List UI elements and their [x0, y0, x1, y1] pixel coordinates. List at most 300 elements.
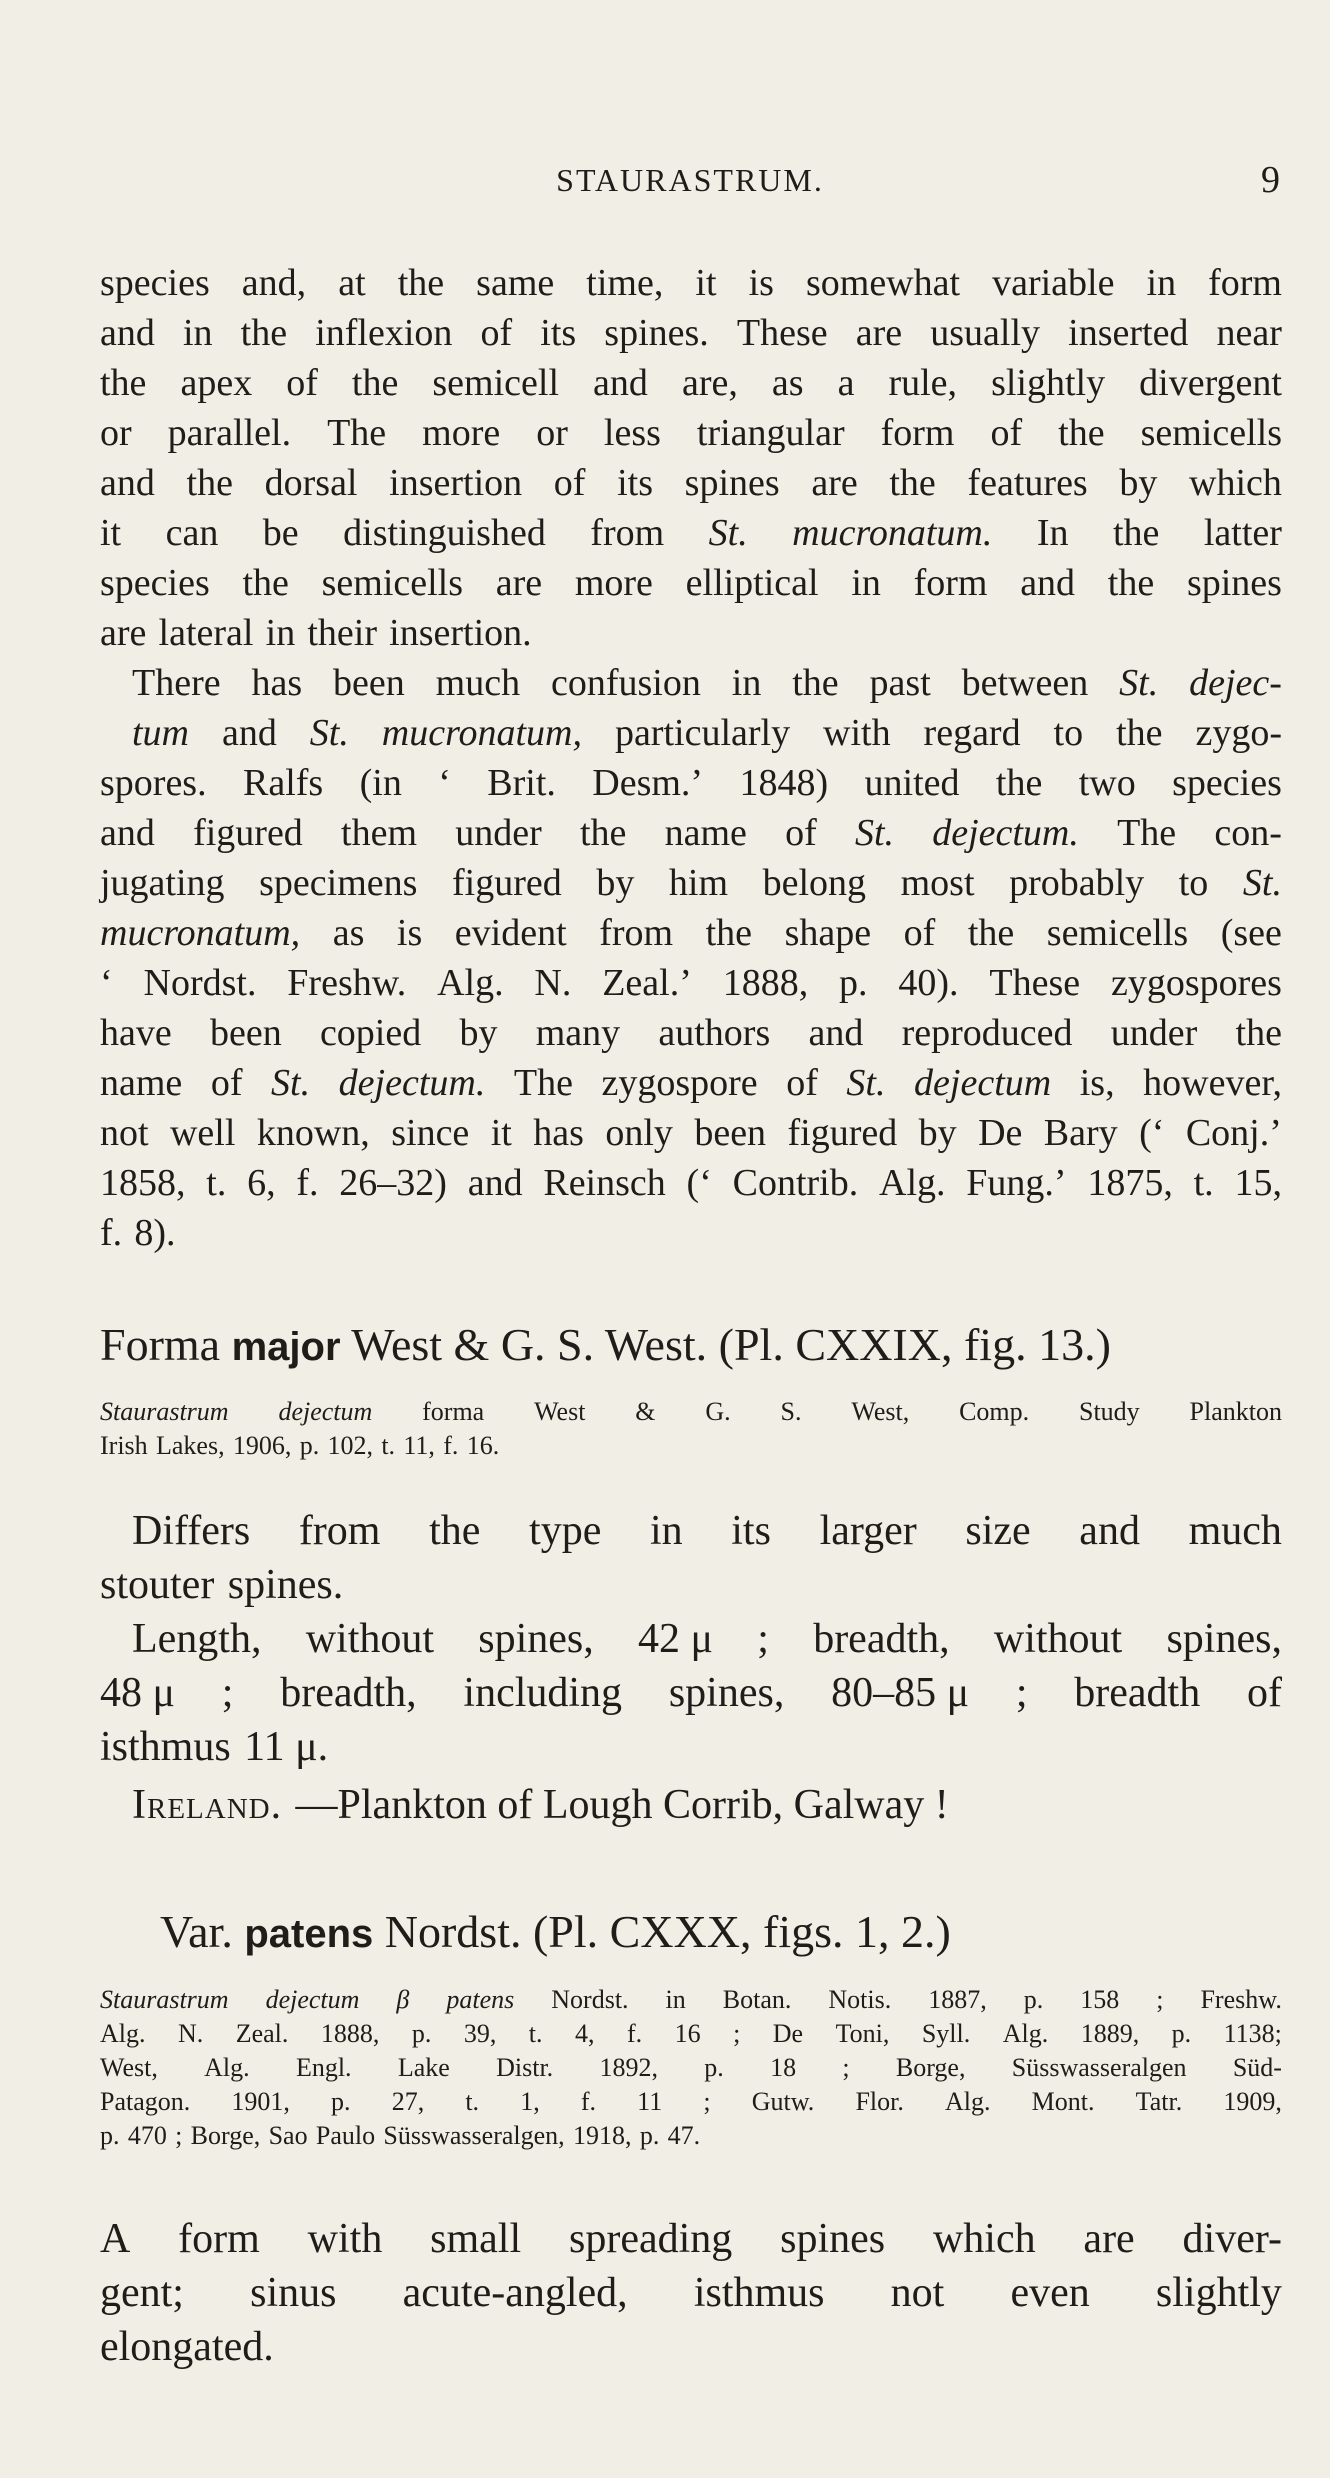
word: the	[1112, 512, 1160, 554]
text-line	[100, 758, 1282, 808]
word: S.	[780, 1397, 802, 1426]
text-line	[100, 1983, 1282, 2017]
word: West	[534, 1397, 586, 1426]
word: dejec-	[1189, 662, 1282, 704]
word: 42 μ	[638, 1616, 714, 1662]
word: Freshw.	[287, 962, 407, 1004]
word: Alg.	[437, 962, 504, 1004]
word: in	[649, 1508, 683, 1554]
word: con-	[1214, 812, 1282, 854]
locality-label: Ireland.	[132, 1782, 283, 1828]
word: been	[694, 1112, 767, 1154]
word: 4,	[574, 2019, 595, 2048]
word: many	[535, 1012, 621, 1054]
word: have	[100, 1012, 172, 1054]
forma-major-reference	[100, 1395, 1282, 1463]
word: without	[305, 1616, 435, 1662]
word: Syll.	[921, 2019, 971, 2048]
text-line	[100, 1558, 1282, 1612]
word: Staurastrum	[100, 1397, 229, 1426]
word: 1,	[520, 2087, 540, 2116]
word: figured	[193, 812, 303, 854]
text-line	[100, 1008, 1282, 1058]
word: semicells	[1046, 912, 1189, 954]
word: Brit.	[487, 762, 556, 804]
word: the	[351, 362, 399, 404]
word: not	[100, 1112, 149, 1154]
word: Freshw.	[1200, 1985, 1282, 2014]
word: spores.	[100, 762, 207, 804]
word: him	[668, 862, 729, 904]
text-line	[100, 2266, 1282, 2320]
word: t.	[465, 2087, 480, 2116]
var-patens-description	[100, 2212, 1282, 2374]
text-line	[100, 1208, 1282, 1258]
word: sinus	[250, 2270, 337, 2316]
word: St.	[1119, 662, 1159, 704]
word: united	[864, 762, 960, 804]
word: as	[771, 362, 804, 404]
word: Staurastrum	[100, 1985, 229, 2014]
word: ;	[703, 2087, 711, 2116]
word: the	[705, 912, 753, 954]
word: 11 μ.	[244, 1724, 329, 1770]
word: tum	[132, 712, 189, 754]
word: much	[1188, 1508, 1282, 1554]
word: 11	[637, 2087, 663, 2116]
word: as	[332, 912, 365, 954]
word: of	[1246, 1670, 1282, 1716]
word: which	[932, 2216, 1036, 2262]
word: can	[165, 512, 219, 554]
word: zygospore	[601, 1062, 758, 1104]
text-line	[100, 1666, 1282, 1720]
word: from	[298, 1508, 381, 1554]
word: Gutw.	[751, 2087, 815, 2116]
word: &	[635, 1397, 656, 1426]
word: probably	[1009, 862, 1145, 904]
word: from	[590, 512, 665, 554]
word: and	[467, 1162, 523, 1204]
word: semicell	[432, 362, 560, 404]
word: by	[918, 1112, 957, 1154]
word: or	[100, 412, 132, 454]
word: less	[603, 412, 661, 454]
word: 18	[770, 2053, 797, 2082]
word: is	[396, 912, 423, 954]
word: p.	[704, 2053, 724, 2082]
word: In	[1036, 512, 1069, 554]
paragraph-confusion-zygospores	[100, 658, 1282, 1258]
word: parallel.	[167, 412, 292, 454]
word: p.	[411, 2019, 432, 2048]
word: Süd-	[1232, 2053, 1282, 2082]
word: Alg.	[1002, 2019, 1049, 2048]
word: inserted	[1068, 312, 1189, 354]
word: dejectum.	[932, 812, 1079, 854]
text-line	[100, 908, 1282, 958]
word: t.	[528, 2019, 543, 2048]
word: the	[1058, 412, 1105, 454]
word: the	[579, 812, 627, 854]
word: 1138;	[1223, 2019, 1282, 2048]
word: the	[186, 462, 233, 504]
word: figured	[452, 862, 562, 904]
word: There	[132, 662, 221, 704]
word: insertion	[389, 462, 523, 504]
word: Zeal.	[235, 2019, 289, 2048]
text-line	[100, 358, 1282, 408]
word: Distr.	[496, 2053, 554, 2082]
word: the	[1107, 562, 1155, 604]
word: even	[1010, 2270, 1090, 2316]
word: in	[182, 312, 213, 354]
word: 470	[127, 2121, 167, 2150]
word: Plankton	[1189, 1397, 1282, 1426]
word: at	[338, 262, 366, 304]
word: p.	[331, 2087, 351, 2116]
word: small	[430, 2216, 522, 2262]
word: breadth,	[813, 1616, 950, 1662]
word: G.	[705, 1397, 731, 1426]
word: 1887,	[928, 1985, 987, 2014]
word: (see	[1220, 912, 1282, 954]
word: Nordst.	[551, 1985, 629, 2014]
word: slightly	[991, 362, 1106, 404]
word: its	[731, 1508, 771, 1554]
word: 1918,	[573, 2121, 632, 2150]
word: ;	[842, 2053, 850, 2082]
word: ;	[1156, 1985, 1164, 2014]
word: 1901,	[231, 2087, 290, 2116]
word: from	[599, 912, 674, 954]
word: t.	[206, 1162, 227, 1204]
word: form	[880, 412, 955, 454]
word: them	[341, 812, 417, 854]
word: are,	[681, 362, 738, 404]
word: has	[251, 662, 303, 704]
word: between	[961, 662, 1089, 704]
word: since	[391, 1112, 470, 1154]
word: with	[823, 712, 891, 754]
word: lateral	[158, 612, 254, 654]
word: 8).	[134, 1212, 176, 1254]
word: 1906,	[232, 1431, 292, 1460]
word: the	[429, 1508, 481, 1554]
word: These	[736, 312, 828, 354]
word: which	[1189, 462, 1282, 504]
word: dejectum	[265, 1985, 360, 2014]
word: the	[397, 262, 445, 304]
word: of	[990, 412, 1023, 454]
word: however,	[1143, 1062, 1282, 1104]
word: St.	[854, 812, 894, 854]
word: dejectum.	[338, 1062, 486, 1104]
text-line	[100, 1158, 1282, 1208]
word: Lake	[397, 2053, 450, 2082]
text-line	[100, 1429, 1282, 1463]
word: spines	[1186, 562, 1282, 604]
word: De	[772, 2019, 804, 2048]
word: of	[553, 462, 586, 504]
text-line	[100, 508, 1282, 558]
word: dejectum	[914, 1062, 1052, 1104]
word: name	[664, 812, 747, 854]
word: near	[1216, 312, 1282, 354]
word: their	[307, 612, 377, 654]
running-head	[100, 155, 1280, 205]
text-line	[100, 808, 1282, 858]
word: regard	[923, 712, 1021, 754]
paragraph-species-variability	[100, 258, 1282, 658]
word: of	[480, 312, 513, 354]
word: Alg.	[204, 2053, 250, 2082]
word: 47.	[667, 2121, 701, 2150]
word: Sao	[268, 2121, 308, 2150]
word: (‘	[686, 1162, 712, 1204]
word: known,	[256, 1112, 370, 1154]
word: the	[242, 562, 289, 604]
word: or	[536, 412, 568, 454]
word: somewhat	[805, 262, 961, 304]
word: mucronatum,	[381, 712, 582, 754]
word: 102,	[327, 1431, 374, 1460]
text-line	[100, 958, 1282, 1008]
word: the	[1116, 712, 1163, 754]
word: in	[731, 662, 762, 704]
heading-rest: West & G. S. West. (Pl. CXXIX, fig. 13.)	[340, 1319, 1111, 1370]
word: 1909,	[1223, 2087, 1282, 2116]
word: spines,	[478, 1616, 594, 1662]
word: copied	[319, 1012, 422, 1054]
word: Irish	[100, 1431, 148, 1460]
word: spines.	[227, 1562, 344, 1608]
taxon-name: patens	[244, 1912, 374, 1956]
word: only	[605, 1112, 673, 1154]
word: Differs	[132, 1508, 251, 1554]
word: Nordst.	[143, 962, 257, 1004]
word: inflexion	[315, 312, 453, 354]
word: in	[265, 612, 296, 654]
text-line	[100, 658, 1282, 708]
word: Contrib.	[732, 1162, 859, 1204]
word: by	[596, 862, 635, 904]
word: Notis.	[828, 1985, 892, 2014]
word: 39,	[463, 2019, 497, 2048]
text-line	[100, 2017, 1282, 2051]
word: zygospores	[1110, 962, 1282, 1004]
word: 16	[674, 2019, 701, 2048]
word: 6,	[247, 1162, 276, 1204]
word: ;	[1015, 1670, 1028, 1716]
forma-major-heading	[0, 1315, 1330, 1377]
word: under	[1110, 1012, 1198, 1054]
word: be	[262, 512, 299, 554]
heading-rest: Nordst. (Pl. CXXX, figs. 1, 2.)	[373, 1906, 951, 1957]
text-line	[100, 2119, 1282, 2153]
word: Botan.	[722, 1985, 792, 2014]
word: usually	[930, 312, 1041, 354]
text-line	[100, 2320, 1282, 2374]
text-line	[100, 1504, 1282, 1558]
text-line	[100, 1058, 1282, 1108]
word: Borge,	[895, 2053, 966, 2082]
word: of	[785, 812, 817, 854]
word: p.	[1171, 2019, 1192, 2048]
word: and,	[241, 262, 307, 304]
word: 11,	[403, 1431, 435, 1460]
text-line	[100, 558, 1282, 608]
word: A	[100, 2216, 131, 2262]
text-line	[100, 258, 1282, 308]
word: belong	[762, 862, 867, 904]
locality-text: —Plankton of Lough Corrib, Galway !	[295, 1782, 949, 1828]
word: N.	[177, 2019, 204, 2048]
word: slightly	[1155, 2270, 1282, 2316]
word: f.	[443, 1431, 459, 1460]
word: Conj.’	[1185, 1112, 1282, 1154]
word: a	[837, 362, 855, 404]
word: ;	[175, 2121, 183, 2150]
word: Alg.	[100, 2019, 146, 2048]
word: are	[1083, 2216, 1135, 2262]
word: and	[100, 312, 155, 354]
word: has	[533, 1112, 584, 1154]
word: 1888,	[320, 2019, 380, 2048]
word: Flor.	[855, 2087, 904, 2116]
word: and	[1020, 562, 1076, 604]
word: form	[913, 562, 988, 604]
word: Desm.’	[592, 762, 704, 804]
word: with	[307, 2216, 383, 2262]
word: 1848)	[739, 762, 829, 804]
word: Length,	[132, 1616, 262, 1662]
word: Ralfs	[243, 762, 324, 804]
word: in	[851, 562, 881, 604]
word: Comp.	[959, 1397, 1030, 1426]
word: forma	[422, 1397, 485, 1426]
text-line	[100, 608, 1282, 658]
word: (‘	[1139, 1112, 1165, 1154]
word: triangular	[696, 412, 845, 454]
text-line	[100, 2051, 1282, 2085]
word: two	[1078, 762, 1136, 804]
word: patens	[446, 1985, 515, 2014]
word: Lakes,	[155, 1431, 225, 1460]
word: St.	[271, 1062, 311, 1104]
word: shape	[784, 912, 872, 954]
text-line	[100, 408, 1282, 458]
word: the	[240, 312, 288, 354]
word: ;	[221, 1670, 234, 1716]
word: Bary	[1043, 1112, 1118, 1154]
word: same	[476, 262, 555, 304]
word: p.	[839, 962, 868, 1004]
word: are	[495, 562, 543, 604]
word: the	[995, 762, 1043, 804]
word: Fung.’	[966, 1162, 1067, 1204]
word: distinguished	[343, 512, 546, 554]
word: species	[100, 262, 210, 304]
word: 15,	[1234, 1162, 1282, 1204]
word: elliptical	[685, 562, 819, 604]
word: stouter	[100, 1562, 215, 1608]
word: species	[1172, 762, 1282, 804]
taxon-name: major	[231, 1325, 341, 1369]
word: St.	[1242, 862, 1282, 904]
word: West,	[100, 2053, 158, 2082]
word: ;	[733, 2019, 741, 2048]
word: breadth	[1074, 1670, 1201, 1716]
word: p.	[100, 2121, 120, 2150]
word: evident	[454, 912, 567, 954]
word: are	[811, 462, 858, 504]
word: 26–32)	[339, 1162, 447, 1204]
word: without	[993, 1616, 1123, 1662]
var-patens-heading	[0, 1902, 1330, 1964]
word: 1889,	[1080, 2019, 1140, 2048]
word: is,	[1079, 1062, 1115, 1104]
word: ‘	[438, 762, 451, 804]
word: dorsal	[264, 462, 358, 504]
word: Reinsch	[543, 1162, 666, 1204]
word: Tatr.	[1135, 2087, 1183, 2116]
word: are	[855, 312, 903, 354]
word: authors	[658, 1012, 771, 1054]
word: time,	[586, 262, 664, 304]
word: ;	[757, 1616, 769, 1662]
word: of	[210, 1062, 243, 1104]
word: it	[695, 262, 717, 304]
text-line	[100, 858, 1282, 908]
word: and	[593, 362, 648, 404]
var-patens-reference	[100, 1983, 1282, 2153]
word: The	[1117, 812, 1177, 854]
word: Study	[1079, 1397, 1140, 1426]
word: of	[786, 1062, 818, 1104]
forma-major-description	[100, 1504, 1282, 1774]
word: mucronatum,	[100, 912, 301, 954]
word: the	[100, 362, 147, 404]
word: isthmus	[693, 2270, 825, 2316]
word: it	[100, 512, 122, 554]
word: These	[989, 962, 1081, 1004]
word: been	[333, 662, 405, 704]
word: of	[286, 362, 318, 404]
word: diver-	[1182, 2216, 1282, 2262]
word: The	[327, 412, 387, 454]
word: figured	[787, 1112, 898, 1154]
word: semicells	[321, 562, 464, 604]
word: St.	[309, 712, 349, 754]
word: mucronatum.	[792, 512, 993, 554]
word: St.	[708, 512, 748, 554]
word: 1892,	[599, 2053, 658, 2082]
word: and	[100, 812, 155, 854]
word: by	[1119, 462, 1158, 504]
word: more	[574, 562, 653, 604]
word: spreading	[568, 2216, 733, 2262]
word: including	[463, 1670, 623, 1716]
word: St.	[846, 1062, 886, 1104]
word: not	[890, 2270, 945, 2316]
word: breadth,	[280, 1670, 417, 1716]
word: spines,	[1166, 1616, 1282, 1662]
word: 48 μ	[100, 1670, 176, 1716]
word: 16.	[466, 1431, 500, 1460]
word: much	[435, 662, 521, 704]
word: (in	[359, 762, 402, 804]
